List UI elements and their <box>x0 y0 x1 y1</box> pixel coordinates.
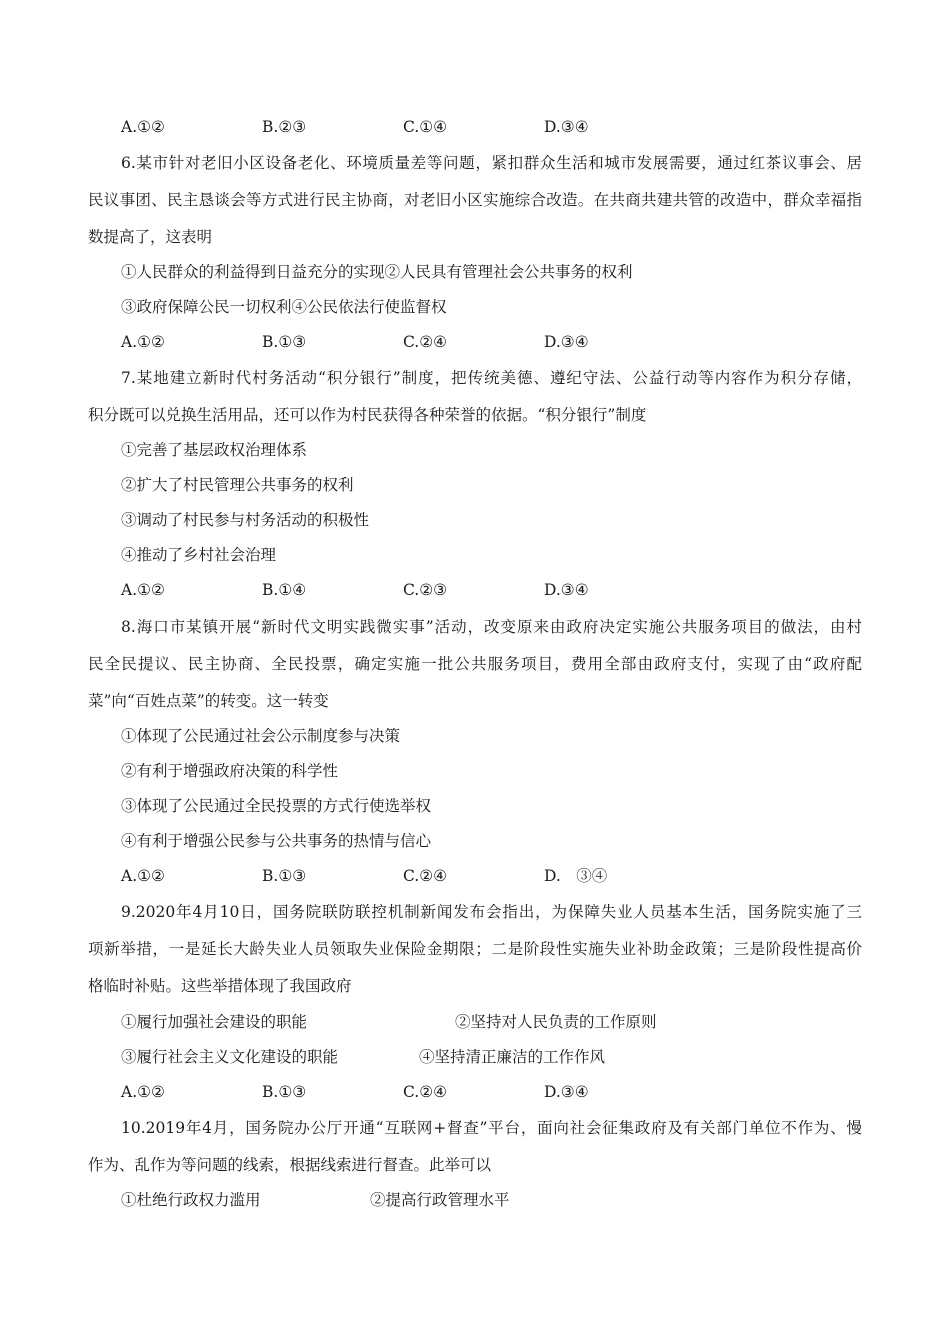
q7-statement-2: ②扩大了村民管理公共事务的权利 <box>121 476 354 494</box>
q8-stem-line-1: 8.海口市某镇开展“新时代文明实践微实事”活动，改变原来由政府决定实施公共服务项目的做法，由村 <box>121 618 862 636</box>
q9-option-c: C.②④ <box>403 1083 448 1101</box>
q8-stem-line-2: 民全民提议、民主协商、全民投票，确定实施一批公共服务项目，费用全部由政府支付，实现了由“政府配 <box>88 655 862 673</box>
q6-stem-line-2: 民议事团、民主恳谈会等方式进行民主协商，对老旧小区实施综合改造。在共商共建共管的改造中，群众幸福指 <box>88 191 862 209</box>
q9-stem-line-2: 项新举措，一是延长大龄失业人员领取失业保险金期限；二是阶段性实施失业补助金政策；三是阶段性提高价 <box>88 940 862 958</box>
q9-option-a: A.①② <box>121 1083 165 1101</box>
q9-stem-line-3: 格临时补贴。这些举措体现了我国政府 <box>88 977 352 995</box>
q10-statement-1: ①杜绝行政权力滥用 <box>121 1191 261 1209</box>
q7-statement-3: ③调动了村民参与村务活动的积极性 <box>121 511 370 529</box>
q7-statement-4: ④推动了乡村社会治理 <box>121 546 277 564</box>
q7-option-b: B.①④ <box>262 581 307 599</box>
q9-statement-2: ②坚持对人民负责的工作原则 <box>455 1013 657 1031</box>
q6-stem-line-3: 数提高了，这表明 <box>88 228 213 246</box>
q8-stem-line-3: 菜”向“百姓点菜”的转变。这一转变 <box>88 692 329 710</box>
q9-stem-line-1: 9.2020年4月10日，国务院联防联控机制新闻发布会指出，为保障失业人员基本生活，国务院实施了三 <box>121 903 862 921</box>
q9-option-d: D.③④ <box>544 1083 589 1101</box>
q8-statement-4: ④有利于增强公民参与公共事务的热情与信心 <box>121 832 432 850</box>
q10-stem-line-1: 10.2019年4月，国务院办公厅开通“互联网+督查”平台，面向社会征集政府及有关部门单位不作为、慢 <box>121 1119 862 1137</box>
q9-statement-1: ①履行加强社会建设的职能 <box>121 1013 308 1031</box>
q6-option-a: A.①② <box>121 333 165 351</box>
q8-option-d: D. ③④ <box>544 867 608 885</box>
q7-option-d: D.③④ <box>544 581 589 599</box>
q6-stem-line-1: 6.某市针对老旧小区设备老化、环境质量差等问题，紧扣群众生活和城市发展需要，通过红茶议事会、居 <box>121 154 862 172</box>
q10-statement-2: ②提高行政管理水平 <box>370 1191 510 1209</box>
q7-option-c: C.②③ <box>403 581 448 599</box>
q6-option-c: C.②④ <box>403 333 448 351</box>
q5-option-c: C.①④ <box>403 118 448 136</box>
q8-statement-3: ③体现了公民通过全民投票的方式行使选举权 <box>121 797 432 815</box>
q8-option-a: A.①② <box>121 867 165 885</box>
q9-statement-4: ④坚持清正廉洁的工作作风 <box>419 1048 606 1066</box>
q6-statement-1: ①人民群众的利益得到日益充分的实现②人民具有管理社会公共事务的权利 <box>121 263 633 281</box>
q5-option-a: A.①② <box>121 118 165 136</box>
q5-option-d: D.③④ <box>544 118 589 136</box>
q7-option-a: A.①② <box>121 581 165 599</box>
q6-option-d: D.③④ <box>544 333 589 351</box>
q7-statement-1: ①完善了基层政权治理体系 <box>121 441 308 459</box>
q5-option-b: B.②③ <box>262 118 307 136</box>
q7-stem-line-1: 7.某地建立新时代村务活动“积分银行”制度，把传统美德、遵纪守法、公益行动等内容作为积分存储， <box>121 369 862 387</box>
q8-statement-1: ①体现了公民通过社会公示制度参与决策 <box>121 727 401 745</box>
q9-statement-3: ③履行社会主义文化建设的职能 <box>121 1048 339 1066</box>
q8-statement-2: ②有利于增强政府决策的科学性 <box>121 762 339 780</box>
q8-option-c: C.②④ <box>403 867 448 885</box>
q9-option-b: B.①③ <box>262 1083 307 1101</box>
q10-stem-line-2: 作为、乱作为等问题的线索，根据线索进行督查。此举可以 <box>88 1156 492 1174</box>
q8-option-b: B.①③ <box>262 867 307 885</box>
q6-option-b: B.①③ <box>262 333 307 351</box>
q6-statement-2: ③政府保障公民一切权利④公民依法行使监督权 <box>121 298 447 316</box>
q7-stem-line-2: 积分既可以兑换生活用品，还可以作为村民获得各种荣誉的依据。“积分银行”制度 <box>88 406 647 424</box>
